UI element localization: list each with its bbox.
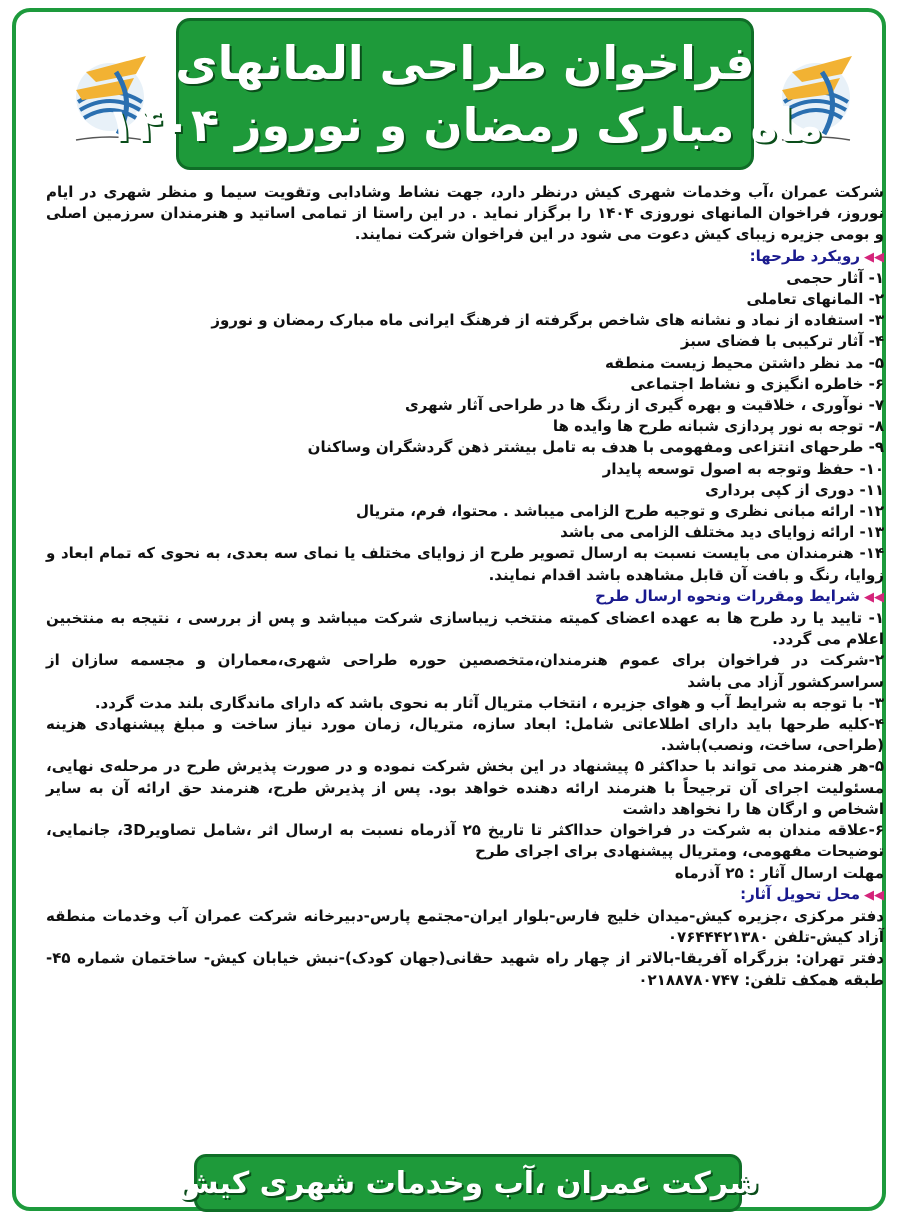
list-item: ۱۳- ارائه زوایای دید مختلف الزامی می باشد [560,523,884,542]
list-item: ۳- با توجه به شرایط آب و هوای جزیره ، انتخاب متریال آثار به نحوی باشد که دارای ماندگاری بلند مدت گردد. [94,693,884,712]
address-item: دفتر تهران: بزرگراه آفریقا-بالاتر از چهار راه شهید حقانی(جهان کودک)-نبش خیابان کیش- ساختمان شماره ۴۵-طبقه همکف تلفن: ۰۲۱۸۸۷۸۰۷۴۷ [46,949,884,989]
conditions-heading [46,586,884,608]
list-item: ۴- آثار ترکیبی با فضای سبز [680,332,884,351]
title-banner [106,18,824,170]
list-item: ۵- مد نظر داشتن محیط زیست منطقه [604,353,884,372]
footer-banner [177,1154,759,1212]
list-item: ۱۱- دوری از کپی برداری [705,480,884,499]
list-item: ۱۴- هنرمندان می بایست نسبت به ارسال تصویر طرح از زوایای مختلف یا نمای سه بعدی، به نحوی که تمام ابعاد و زوایا، رنگ و بافت آن قابل مشاهده باشد اقدام نمایند. [46,544,884,584]
list-item: ۶-علاقه مندان به شرکت در فراخوان حدااکثر تا تاریخ ۲۵ آذرماه نسبت به ارسال اثر ،شامل تصاویر3D، جانمایی، توضیحات مفهومی، ومتریال پیشنهادی برای اجرای طرح [46,821,884,861]
approach-title: رویکرد طرحها: [749,246,860,265]
list-item: ۳- استفاده از نماد و نشانه های شاخص برگرفته از فرهنگ ایرانی ماه مبارک رمضان و نوروز [211,311,884,330]
list-item: ۲- المانهای تعاملی [746,290,884,309]
approach-heading [46,246,884,268]
announcement-body [46,182,884,991]
conditions-title: شرایط ومقررات ونحوه ارسال طرح [595,586,860,605]
title-line-1: فراخوان طراحی المانهای [175,36,755,90]
address-item: دفتر مرکزی ،جزیره کیش-میدان خلیج فارس-بلوار ایران-مجتمع پارس-دبیرخانه شرکت عمران آب وخدمات منطقه آزاد کیش-تلفن ۰۷۶۴۴۴۲۱۳۸۰ [46,906,884,947]
list-item: ۱- آثار حجمی [786,268,884,287]
list-item: ۱- تایید یا رد طرح ها به عهده اعضای کمیته منتخب زیباسازی شرکت میباشد و پس از بررسی ، نتیجه به منتخبین اعلام می گردد. [46,609,884,649]
list-item: ۹- طرحهای انتزاعی ومفهومی با هدف به تامل بیشتر ذهن گردشگران وساکنان [307,438,884,457]
delivery-heading [46,884,884,906]
bullet-arrow-icon: ◀◀ [864,249,884,265]
delivery-title: محل تحویل آثار: [740,884,860,903]
title-line-2: ماه مبارک رمضان و نوروز ۱۴۰۴ [106,98,824,152]
list-item: ۲-شرکت در فراخوان برای عموم هنرمندان،متخصصین حوره طراحی شهری،معماران و مجسمه سازان از سراسرکشور آزاد می باشد [46,651,884,691]
deadline-text: مهلت ارسال آثار : ۲۵ آذرماه [674,863,884,882]
list-item: ۵-هر هنرمند می تواند با حداکثر ۵ پیشنهاد در این بخش شرکت نموده و در صورت پذیرش طرح در مرحله‌ی نهایی، مسئولیت اجرای آن ترجیحاً با هنرمند ارائه دهنده خواهد بود. پس از پذیرش طرح، هنرمند حق ارائه آن به سایر اشخاص و ارگان ها را نخواهد داشت [46,757,884,818]
list-item: ۴-کلیه طرحها باید دارای اطلاعاتی شامل: ابعاد سازه، متریال، زمان مورد نیاز ساخت و مبلغ پیشنهادی هزینه (طراحی، ساخت، ونصب)باشد. [46,715,884,755]
list-item: ۶- خاطره انگیزی و نشاط اجتماعی [630,374,884,393]
list-item: ۱۲- ارائه مبانی نظری و توجیه طرح الزامی میباشد . محتوا، فرم، متریال [355,502,884,521]
bullet-arrow-icon: ◀◀ [864,589,884,605]
footer-company-name: شرکت عمران ،آب وخدمات شهری کیش [177,1165,759,1201]
bullet-arrow-icon: ◀◀ [864,887,884,903]
list-item: ۱۰- حفظ وتوجه به اصول توسعه پایدار [602,459,884,478]
list-item: ۷- نوآوری ، خلاقیت و بهره گیری از رنگ ها در طراحی آثار شهری [405,396,884,415]
list-item: ۸- توجه به نور پردازی شبانه طرح ها وایده ها [552,417,884,436]
page-frame [12,8,886,1211]
intro-paragraph: شرکت عمران ،آب وخدمات شهری کیش درنظر دارد، جهت نشاط وشادابی وتقویت سیما و منظر شهری در ایام نوروز، فراخوان المانهای نوروزی ۱۴۰۴ را برگزار نماید . در این راستا از تمامی اساتید و هنرمندان سرزمین اصلی و بومی جزیره زیبای کیش دعوت می شود در این فراخوان شرکت نمایند. [46,183,884,244]
